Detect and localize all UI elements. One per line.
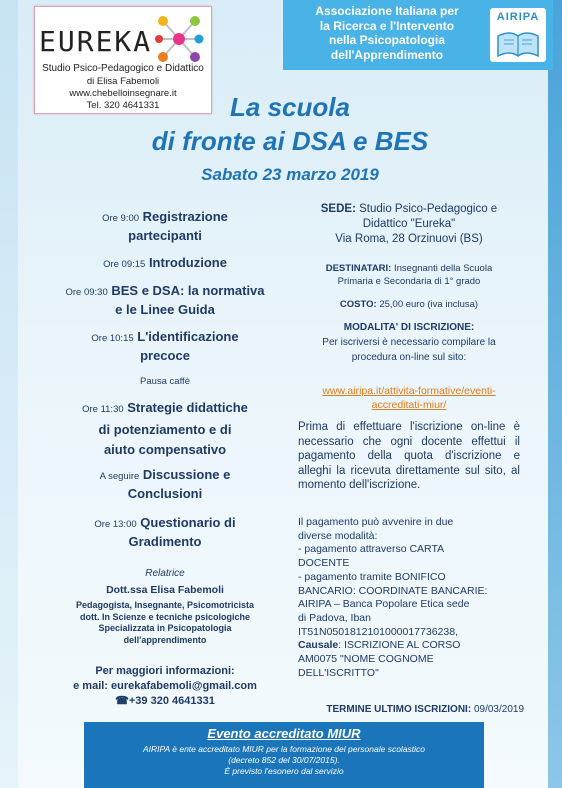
causale-line: : ISCRIZIONE AL CORSO [338, 639, 461, 652]
program-item [40, 208, 290, 244]
audience-line: Insegnanti della Scuola [391, 263, 493, 274]
venue-block [298, 202, 520, 247]
payment-line: Il pagamento può avvenire in due [298, 516, 454, 528]
program-title: Introduzione [148, 255, 227, 270]
audience-line: Primaria e Secondaria di 1° grado [337, 276, 481, 287]
payment-line: - pagamento tramite BONIFICO [298, 570, 446, 583]
registration-link[interactable] [298, 384, 520, 412]
payment-line: AIRIPA – Banca Popolare Etica sede [298, 598, 470, 611]
program-title: Discussione e [142, 467, 231, 482]
association-line-1: Associazione Italiana per [315, 4, 459, 18]
speaker-bio [40, 600, 290, 646]
payment-line: di Padova, Iban [298, 611, 371, 624]
program-item [40, 466, 290, 502]
cost-block [298, 298, 520, 312]
venue-line: Didattico "Eureka" [362, 218, 456, 230]
payment-paragraph: Prima di effettuare l'iscrizione on-line è necessario che ogni docente effettui il pagamento della quota d'iscrizione e alleghi la ricevuta direttamente sul sito, al momento dell'iscrizione. [298, 421, 520, 491]
association-name [287, 4, 487, 62]
registration-label: MODALITA' DI ISCRIZIONE: [343, 322, 475, 333]
payment-methods [298, 516, 520, 680]
banner-title: Evento accreditato MIUR [207, 726, 361, 741]
program-item [40, 254, 290, 273]
program-title: L'identificazione [137, 329, 239, 344]
program-title-cont: di potenziamento e di [98, 422, 232, 437]
eureka-wordmark: EUREKA [39, 25, 153, 58]
deadline [300, 703, 524, 717]
registration-block [298, 320, 520, 365]
venue-line: Studio Psico-Pedagogico e [355, 203, 498, 215]
logo-website: www.chebelloinsegnare.it [69, 88, 177, 99]
speaker-bio-line: Specializzata in Psicopatologia [98, 623, 232, 633]
program-item [40, 328, 290, 364]
program-title-cont: aiuto compensativo [103, 442, 227, 457]
program-time: Ore 9:00 [102, 213, 140, 224]
program-item [40, 282, 290, 318]
payment-line: diverse modalità: [298, 529, 378, 542]
deadline-label: TERMINE ULTIMO ISCRIZIONI: [326, 704, 472, 715]
venue-label: SEDE: [320, 203, 356, 215]
program-time: Ore 09:15 [103, 259, 146, 270]
speaker-bio-line: dott. In Scienze e tecniche psicologiche [79, 611, 251, 622]
causale-line: AM0075 "NOME COGNOME [298, 653, 434, 666]
audience-label: DESTINATARI: [325, 263, 392, 274]
speaker-label: Relatrice [145, 568, 185, 579]
banner-line-3: È previsto l'esonero dal servizio [224, 766, 344, 776]
title-line-2: di fronte ai DSA e BES [151, 126, 429, 156]
logo-line-1: Studio Psico-Pedagogico e Didattico [42, 63, 204, 74]
miur-banner [84, 722, 484, 788]
title-line-1: La scuola [230, 92, 350, 122]
payment-line: BANCARIO: COORDINATE BANCARIE: [298, 584, 488, 597]
venue-address: Via Roma, 28 Orzinuovi (BS) [335, 233, 483, 245]
speaker-bio-line: Pedagogista, Insegnante, Psicomotricista [75, 600, 255, 610]
program-time: Ore 09:30 [65, 287, 108, 298]
program-time: A seguire [99, 471, 140, 482]
payment-line: DOCENTE [298, 557, 350, 570]
speaker-name: Dott.ssa Elisa Fabemoli [106, 584, 224, 596]
program-title-cont: Gradimento [128, 534, 202, 549]
program-item [40, 514, 290, 550]
program-title-cont: partecipanti [128, 228, 202, 243]
program-title-cont: Conclusioni [127, 486, 203, 501]
registration-link-line[interactable]: www.airipa.it/attivita-formative/eventi- [322, 385, 496, 397]
association-box [283, 0, 553, 70]
audience-block [298, 262, 520, 288]
airipa-logo [490, 8, 546, 62]
book-icon [490, 26, 546, 62]
logo-phone: Tel. 320 4641331 [86, 100, 160, 111]
program-time: Ore 10:15 [91, 333, 134, 344]
deadline-value: 09/03/2019 [471, 704, 524, 715]
program-item [40, 398, 290, 460]
association-line-3: nella Psicopatologia [328, 33, 446, 47]
causale-line: DELL'ISCRITTO" [298, 666, 379, 679]
coffee-break: Pausa caffè [139, 376, 190, 387]
cost-label: COSTO: [339, 299, 377, 310]
program-title: Strategie didattiche [127, 400, 248, 415]
molecule-icon [153, 13, 205, 65]
info-label: Per maggiori informazioni: [95, 665, 235, 677]
program-title-cont: precoce [140, 348, 190, 363]
info-block [40, 664, 290, 709]
iban: IT51N0501812101000017736238, [298, 625, 458, 638]
payment-line: - pagamento attraverso CARTA [298, 543, 445, 556]
registration-link-line[interactable]: accreditati-miur/ [371, 399, 447, 411]
program-title: Registrazione [142, 209, 228, 224]
association-line-2: la Ricerca e l'Intervento [319, 18, 455, 33]
causale-label: Causale [298, 639, 339, 652]
registration-line: Per iscriversi è necessario compilare la [322, 337, 496, 348]
right-decoration [548, 0, 562, 788]
program-time: Ore 11:30 [82, 404, 124, 415]
airipa-logo-text: AIRIPA [496, 11, 540, 23]
speaker-bio-line: dell'apprendimento [123, 634, 207, 645]
association-line-4: dell'Apprendimento [330, 47, 444, 62]
event-date: Sabato 23 marzo 2019 [201, 165, 379, 184]
info-email[interactable]: e mail: eurekafabemoli@gmail.com [73, 680, 257, 692]
program-title: BES e DSA: la normativa [111, 283, 265, 298]
program-title-cont: e le Linee Guida [115, 302, 215, 317]
cost-value: 25,00 euro (iva inclusa) [376, 299, 479, 310]
left-decoration [0, 0, 18, 788]
logo-line-2: di Elisa Fabemoli [86, 76, 160, 87]
banner-line-2: (decreto 852 del 30/07/2015). [228, 755, 340, 765]
info-phone: ☎+39 320 4641331 [115, 695, 215, 707]
program-title: Questionario di [140, 515, 236, 530]
banner-line-1: AIRIPA è ente accreditato MIUR per la formazione del personale scolastico [142, 744, 426, 754]
registration-line: procedura on-line sul sito: [351, 352, 467, 363]
program-time: Ore 13:00 [94, 519, 137, 530]
